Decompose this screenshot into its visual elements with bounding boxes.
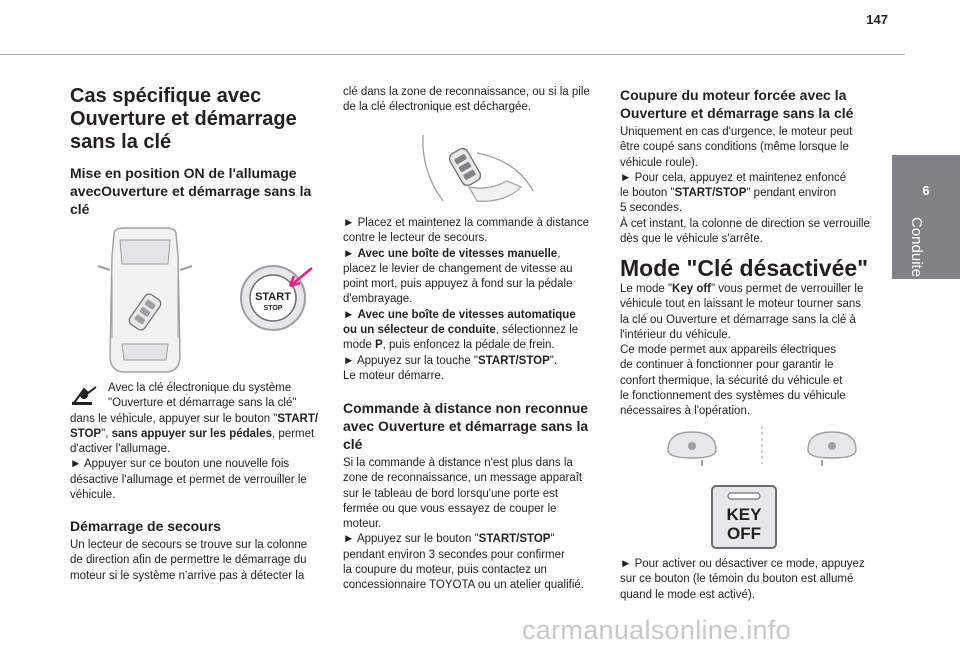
- remote-not-recognized-text: [343, 456, 605, 594]
- subsection-title-line: Mise en position ON de l'allumage: [70, 165, 297, 181]
- forced-stop-text: [620, 125, 882, 247]
- title-line: Ouverture et démarrage sans la clé: [620, 105, 854, 121]
- car-key-illustration: [94, 226, 324, 376]
- text: ► Appuyez sur le bouton ": [343, 533, 479, 546]
- section-title-line: Cas spécifique avec: [70, 85, 262, 107]
- text-line: point mort, puis appuyez à fond sur la pédale: [343, 278, 573, 291]
- text-bold: START/STOP: [674, 187, 747, 200]
- subsection-title-line: avecOuverture et démarrage sans la: [70, 183, 312, 199]
- chapter-name: Conduite: [908, 217, 925, 278]
- steering-wheel-left-icon: [668, 432, 716, 466]
- emergency-steps: [343, 216, 605, 384]
- text-bold: Key off: [672, 283, 712, 295]
- subsection-title-on: [70, 164, 311, 218]
- text-line: véhicule tout en laissant le moteur tourner sans: [620, 298, 861, 311]
- text-line: sur le tableau de bord lorsqu'une porte est: [343, 487, 559, 500]
- key-off-label-off: OFF: [727, 524, 761, 543]
- note-text: ",: [101, 427, 112, 440]
- text-bold: START/STOP: [478, 354, 550, 367]
- note-line: d'activer l'allumage.: [70, 443, 171, 456]
- text-line: confort thermique, la sécurité du véhicule et: [620, 374, 843, 387]
- page-number: 147: [866, 12, 888, 27]
- text-line: clé dans la zone de reconnaissance, ou si la pile: [343, 86, 590, 98]
- forced-stop-title: [620, 86, 880, 122]
- text-line: moteur si le système n'arrive pas à détecter la: [70, 569, 305, 582]
- text-line: la coupure du moteur, puis contactez un: [343, 564, 547, 577]
- text-line: placez le levier de changement de vitesse au: [343, 262, 573, 275]
- watermark: carmanualsonline.info: [522, 615, 791, 645]
- section-title: [70, 85, 297, 154]
- note-bold: STOP: [70, 427, 102, 440]
- indicator-led-icon: [728, 493, 760, 499]
- remote-not-recognized-title: [343, 399, 605, 453]
- text-line: Uniquement en cas d'urgence, le moteur peut: [620, 126, 853, 138]
- text-line: ► Pour activer ou désactiver ce mode, appuyez: [620, 558, 865, 570]
- text: ".: [549, 354, 558, 367]
- text-bold: Avec une boîte de vitesses automatique: [357, 308, 576, 321]
- emergency-intro: [343, 85, 603, 116]
- key-off-label-key: KEY: [726, 505, 762, 524]
- text-line: le fonctionnement des systèmes du véhicule: [620, 390, 846, 403]
- subsection-title-line: clé: [70, 201, 90, 217]
- note-line: ► Appuyer sur ce bouton une nouvelle fois: [70, 458, 290, 471]
- steering-wheel-right-icon: [808, 432, 856, 466]
- text: Le mode ": [620, 283, 673, 295]
- dashboard-illustration: [662, 424, 862, 468]
- text-line: À cet instant, la colonne de direction se verrouille: [620, 217, 870, 230]
- start-label: START: [255, 291, 291, 303]
- text-line: la clé ou Ouverture et démarrage sans la clé à: [620, 313, 856, 326]
- text-line: concessionnaire TOYOTA ou un atelier qualifié.: [343, 579, 585, 592]
- start-stop-button-icon: [241, 266, 305, 330]
- text: ,: [557, 247, 561, 260]
- chapter-tab[interactable]: [892, 155, 960, 279]
- note-line: "Ouverture et démarrage sans la clé": [108, 397, 297, 410]
- text: ► Appuyez sur la touche ": [343, 354, 479, 367]
- stop-label: STOP: [263, 305, 283, 312]
- key-off-mode-title: Mode "Clé désactivée": [620, 255, 869, 281]
- text-line: Un lecteur de secours se trouve sur la colonne: [70, 539, 308, 551]
- note-line: véhicule.: [70, 489, 116, 502]
- emergency-start-text: [70, 538, 328, 584]
- text-line: dès que le véhicule s'arrête.: [620, 233, 763, 246]
- header-rule: [0, 54, 905, 55]
- title-line: avec Ouverture et démarrage sans la: [343, 418, 589, 434]
- text: , sélectionnez le: [495, 324, 579, 337]
- text-bold: ou un sélecteur de conduite: [343, 324, 496, 337]
- section-title-line: Ouverture et démarrage: [70, 108, 297, 130]
- key-off-activate-text: [620, 557, 882, 603]
- text: ": [550, 533, 555, 546]
- hand-icon: [469, 181, 521, 201]
- note-line: Avec la clé électronique du système: [108, 382, 292, 394]
- text-line: l'intérieur du véhicule.: [620, 328, 731, 341]
- title-line: clé: [343, 436, 363, 452]
- key-off-button: [710, 484, 778, 550]
- text-line: être coupé sans conditions (même lorsque le: [620, 141, 849, 154]
- chapter-number: 6: [922, 183, 930, 198]
- text-line: Ce mode permet aux appareils électriques: [620, 344, 837, 357]
- key-off-mode-text: [620, 282, 882, 420]
- text-line: zone de reconnaissance, un message apparaît: [343, 472, 583, 485]
- text: " pendant environ: [746, 187, 837, 200]
- text-line: contre le lecteur de secours.: [343, 232, 488, 245]
- text: " vous permet de verrouiller le: [711, 283, 864, 295]
- text: mode: [343, 339, 375, 352]
- title-line: Commande à distance non reconnue: [343, 400, 589, 416]
- section-title-line: sans la clé: [70, 131, 172, 153]
- text-bold: START/STOP: [478, 533, 551, 546]
- text: , puis enfoncez la pédale de frein.: [382, 339, 555, 352]
- text-bold: Avec une boîte de vitesses manuelle: [357, 247, 558, 260]
- text-line: véhicule roule).: [620, 156, 698, 169]
- text-line: Le moteur démarre.: [343, 369, 444, 382]
- text-line: sur ce bouton (le témoin du bouton est allumé: [620, 573, 854, 586]
- text-bold: P: [374, 339, 383, 352]
- text-line: 5 secondes.: [620, 202, 683, 215]
- text: ►: [343, 308, 358, 321]
- text-line: de direction afin de permettre le démarrage du: [70, 554, 307, 567]
- note-ignition: [70, 381, 328, 503]
- text-line: quand le mode est activé).: [620, 588, 755, 601]
- text-line: nécessaires à l'opération.: [620, 405, 751, 418]
- note-line: désactive l'allumage et permet de verrouiller le: [70, 473, 307, 486]
- text-line: Si la commande à distance n'est plus dans la: [343, 457, 573, 469]
- emergency-start-title: Démarrage de secours: [70, 518, 221, 534]
- note-text: , permet: [272, 427, 315, 440]
- foot-pedal-warning-icon: [70, 383, 100, 407]
- text-line: de la clé électronique est déchargée.: [343, 101, 531, 114]
- text-line: pendant environ 3 secondes pour confirmer: [343, 548, 565, 561]
- text-line: moteur.: [343, 518, 382, 531]
- note-bold: START/: [277, 412, 319, 425]
- text-line: fermée ou que vous essayez de couper le: [343, 502, 557, 515]
- note-bold: sans appuyer sur les pédales: [111, 427, 273, 440]
- text: ►: [343, 247, 358, 260]
- text-line: de continuer à fonctionner pour garantir le: [620, 359, 834, 372]
- text-line: ► Placez et maintenez la commande à distance: [343, 217, 589, 229]
- text: le bouton ": [620, 187, 675, 200]
- text-line: ► Pour cela, appuyez et maintenez enfoncé: [620, 171, 847, 184]
- title-line: Coupure du moteur forcée avec la: [620, 87, 847, 103]
- note-text: dans le véhicule, appuyer sur le bouton ": [70, 412, 278, 425]
- backup-reader-illustration: [417, 131, 537, 213]
- text-line: d'embrayage.: [343, 293, 413, 306]
